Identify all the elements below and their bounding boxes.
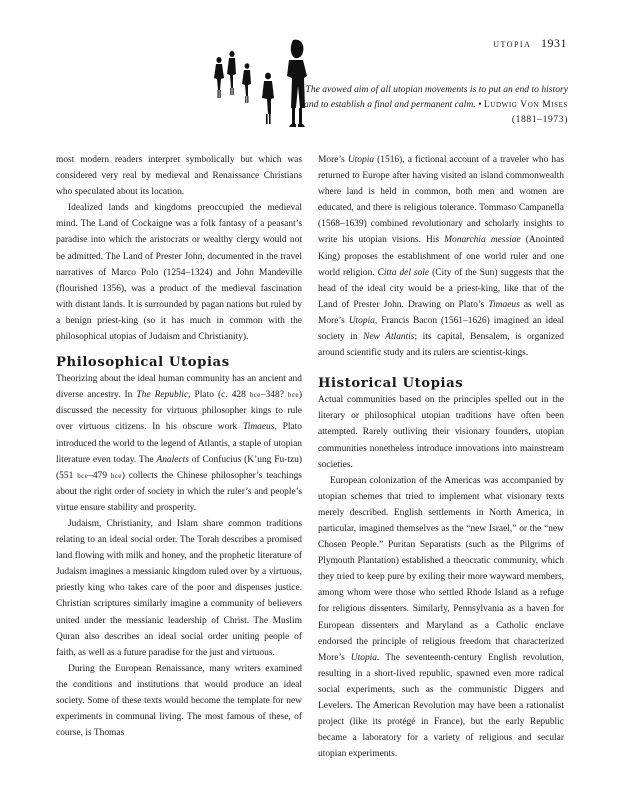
section-heading-historical-utopias: Historical Utopias (318, 376, 464, 392)
epigraph-bullet: • (478, 99, 482, 110)
section-heading-philosophical-utopias: Philosophical Utopias (56, 355, 230, 371)
page-number: 1931 (541, 36, 567, 50)
paragraph: Actual communities based on the principles spelled out in the literary or philosophical utopian traditions have often been attempted. Rarely outliving their visionary founders, utopian communities nonetheless introduce innovations into mainstream societies. (318, 395, 564, 470)
paragraph: During the European Renaissance, many writers examined the conditions and institutions that would produce an ideal society. Some of these texts would become the template for new experiments in communal living. The most famous of these, of course, is Thomas (56, 663, 302, 739)
paragraph: Judaism, Christianity, and Islam share common traditions relating to an ideal social order. The Torah describes a promised land flowing with milk and honey, and the prophetic literature of Judaism imagines a messianic kingdom ruled over by a virtuous, priestly king who takes care of the poor and dispenses justice. Christian scriptures similarly imagine a community of believers united under the messianic leadership of Christ. The Muslim Quran also describes an ideal social order uniting people of faith, as well as a future paradise for the just and virtuous. (56, 518, 302, 658)
right-column (318, 152, 564, 762)
paragraph: European colonization of the Americas was accompanied by utopian schemes that tried to implement what visionary texts merely described. English settlements in North America, in particular, imagined themselves as the “new Israel,” or the “new Chosen People.” Puritan Separatists (such as the Pilgrims of Plymouth Plantation) established a theocratic community, which they tried to keep pure by exiling their more wayward members, among whom were those who settled Rhode Island as a refuge for religious dissenters. Similarly, Pennsylvania as a haven for European dissenters and Maryland as a Catholic enclave endorsed the principle of religious freedom that characterized More’s Utopia. The seventeenth-century English revolution, resulting in a short-lived republic, spawned even more radical social experiments, such as the communistic Diggers and Levelers. The American Revolution may have been a rationalist project (like its protégé in France), but the early Republic became a laboratory for a variety of religious and secular utopian experiments. (318, 475, 564, 760)
paragraph: most modern readers interpret symbolically but which was considered very real by medieval and Renaissance Christians who speculated about its location. (56, 155, 302, 198)
paragraph: Idealized lands and kingdoms preoccupied the medieval mind. The Land of Cockaigne was a folk fantasy of a peasant’s paradise into which the aristocrats or wealthy clergy would not be admitted. The Land of Prester John, documented in the travel narratives of Marco Polo (1254–1324) and John Mandeville (flourished 1356), was a product of the medieval fascination with distant lands. It is surrounded by pagan nations but ruled by a benign priest-king (so it has much in common with the philosophical utopias of Judaism and Christianity). (56, 203, 302, 343)
running-head (493, 36, 567, 51)
paragraph: More’s Utopia (1516), a fictional account of a traveler who has returned to Europe after having visited an island commonwealth where land is held in common, both men and women are educated, and there is religious tolerance. Tommaso Campanella (1568–1639) combined revolutionary and scholarly insights to write his utopian visions. His Monarchia messiae (Anointed King) proposes the establishment of one world ruler and one world religion. Citta del sole (City of the Sun) suggests that the head of the ideal city would be a priest-king, like that of the Land of Prester John. Drawing on Plato’s Timaeus as well as More’s Utopia, Francis Bacon (1561–1626) imagined an ideal society in New Atlantis; its capital, Bensalem, is organized around scientific study and its rulers are scientist-kings. (318, 155, 564, 359)
running-head-title: utopia (493, 38, 532, 50)
epigraph (300, 82, 568, 127)
epigraph-quote: The avowed aim of all utopian movements is to put an end to history and to establish a final and permanent calm. (304, 84, 568, 110)
left-column (56, 152, 302, 741)
epigraph-author: Ludwig Von Mises (1881–1973) (483, 99, 568, 125)
paragraph: Theorizing about the ideal human community has an ancient and diverse ancestry. In The Republic, Plato (c. 428 bce–348? bce) discussed the necessity for virtuous philosopher kings to rule over virtuous citizens. In his obscure work Timaeus, Plato introduced the world to the legend of Atlantis, a staple of utopian literature even today. The Analects of Confucius (K’ung Fu-tzu) (551 bce–479 bce) collects the Chinese philosopher’s teachings about the right order of society in which the ruler’s and people’s virtue ensure stability and prosperity. (56, 374, 303, 513)
